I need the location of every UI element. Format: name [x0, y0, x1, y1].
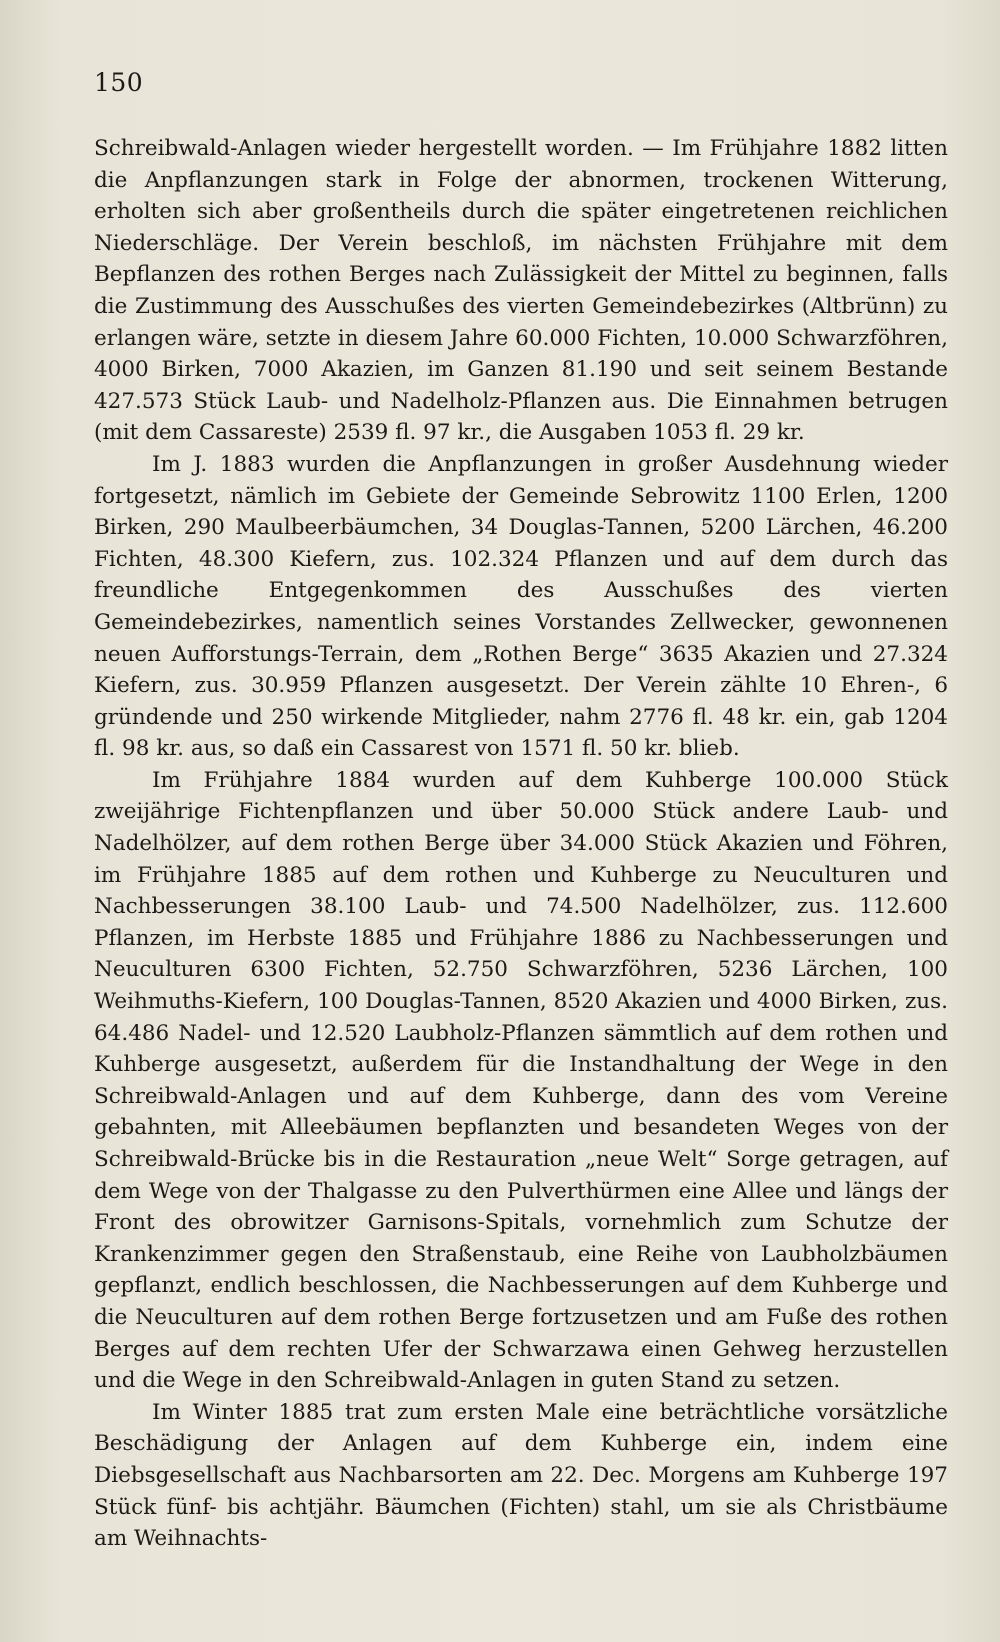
paragraph-4: Im Winter 1885 trat zum ersten Male eine beträchtliche vorsätzliche Beschädigung der Anlagen auf dem Kuhberge ein, indem eine Diebsgesellschaft aus Nachbarsorten am 22. Dec. Morgens am Kuhberge 197 Stück fünf- bis achtjähr. Bäumchen (Fichten) stahl, um sie als Christbäume am Weihnachts-: [94, 1399, 948, 1552]
paragraph-2: Im J. 1883 wurden die Anpflanzungen in großer Ausdehnung wieder fortgesetzt, nämlich im Gebiete der Gemeinde Sebrowitz 1100 Erlen, 1200 Birken, 290 Maulbeerbäumchen, 34 Douglas-Tannen, 5200 Lärchen, 46.200 Fichten, 48.300 Kiefern, zus. 102.324 Pflanzen und auf dem durch das freundliche Entgegenkommen des Ausschußes des vierten Gemeindebezirkes, namentlich seines Vorstandes Zellwecker, gewonnenen neuen Aufforstungs-Terrain, dem „Rothen Berge“ 3635 Akazien und 27.324 Kiefern, zus. 30.959 Pflanzen ausgesetzt. Der Verein zählte 10 Ehren-, 6 gründende und 250 wirkende Mitglieder, nahm 2776 fl. 48 kr. ein, gab 1204 fl. 98 kr. aus, so daß ein Cassarest von 1571 fl. 50 kr. blieb.: [94, 451, 948, 762]
page-number: 150: [94, 68, 144, 97]
body-text: [94, 133, 948, 1555]
paragraph-1: Schreibwald-Anlagen wieder hergestellt worden. — Im Frühjahre 1882 litten die Anpflanzungen stark in Folge der abnormen, trockenen Witterung, erholten sich aber großentheils durch die später eingetretenen reichlichen Niederschläge. Der Verein beschloß, im nächsten Frühjahre mit dem Bepflanzen des rothen Berges nach Zulässigkeit der Mittel zu beginnen, falls die Zustimmung des Ausschußes des vierten Gemeindebezirkes (Altbrünn) zu erlangen wäre, setzte in diesem Jahre 60.000 Fichten, 10.000 Schwarzföhren, 4000 Birken, 7000 Akazien, im Ganzen 81.190 und seit seinem Bestande 427.573 Stück Laub- und Nadelholz-Pflanzen aus. Die Einnahmen betrugen (mit dem Cassareste) 2539 fl. 97 kr., die Ausgaben 1053 fl. 29 kr.: [94, 136, 948, 446]
paragraph-3: Im Frühjahre 1884 wurden auf dem Kuhberge 100.000 Stück zweijährige Fichtenpflanzen und über 50.000 Stück andere Laub- und Nadelhölzer, auf dem rothen Berge über 34.000 Stück Akazien und Föhren, im Frühjahre 1885 auf dem rothen und Kuhberge zu Neuculturen und Nachbesserungen 38.100 Laub- und 74.500 Nadelhölzer, zus. 112.600 Pflanzen, im Herbste 1885 und Frühjahre 1886 zu Nachbesserungen und Neuculturen 6300 Fichten, 52.750 Schwarzföhren, 5236 Lärchen, 100 Weihmuths-Kiefern, 100 Douglas-Tannen, 8520 Akazien und 4000 Birken, zus. 64.486 Nadel- und 12.520 Laubholz-Pflanzen sämmtlich auf dem rothen und Kuhberge ausgesetzt, außerdem für die Instandhaltung der Wege in den Schreibwald-Anlagen und auf dem Kuhberge, dann des vom Vereine gebahnten, mit Alleebäumen bepflanzten und besandeten Weges von der Schreibwald-Brücke bis in die Restauration „neue Welt“ Sorge getragen, auf dem Wege von der Thalgasse zu den Pulverthürmen eine Allee und längs der Front des obrowitzer Garnisons-Spitals, vornehmlich zum Schutze der Krankenzimmer gegen den Straßenstaub, eine Reihe von Laubholzbäumen gepflanzt, endlich beschlossen, die Nachbesserungen auf dem Kuhberge und die Neuculturen auf dem rothen Berge fortzusetzen und am Fuße des rothen Berges auf dem rechten Ufer der Schwarzawa einen Gehweg herzustellen und die Wege in den Schreibwald-Anlagen in guten Stand zu setzen.: [94, 767, 948, 1394]
